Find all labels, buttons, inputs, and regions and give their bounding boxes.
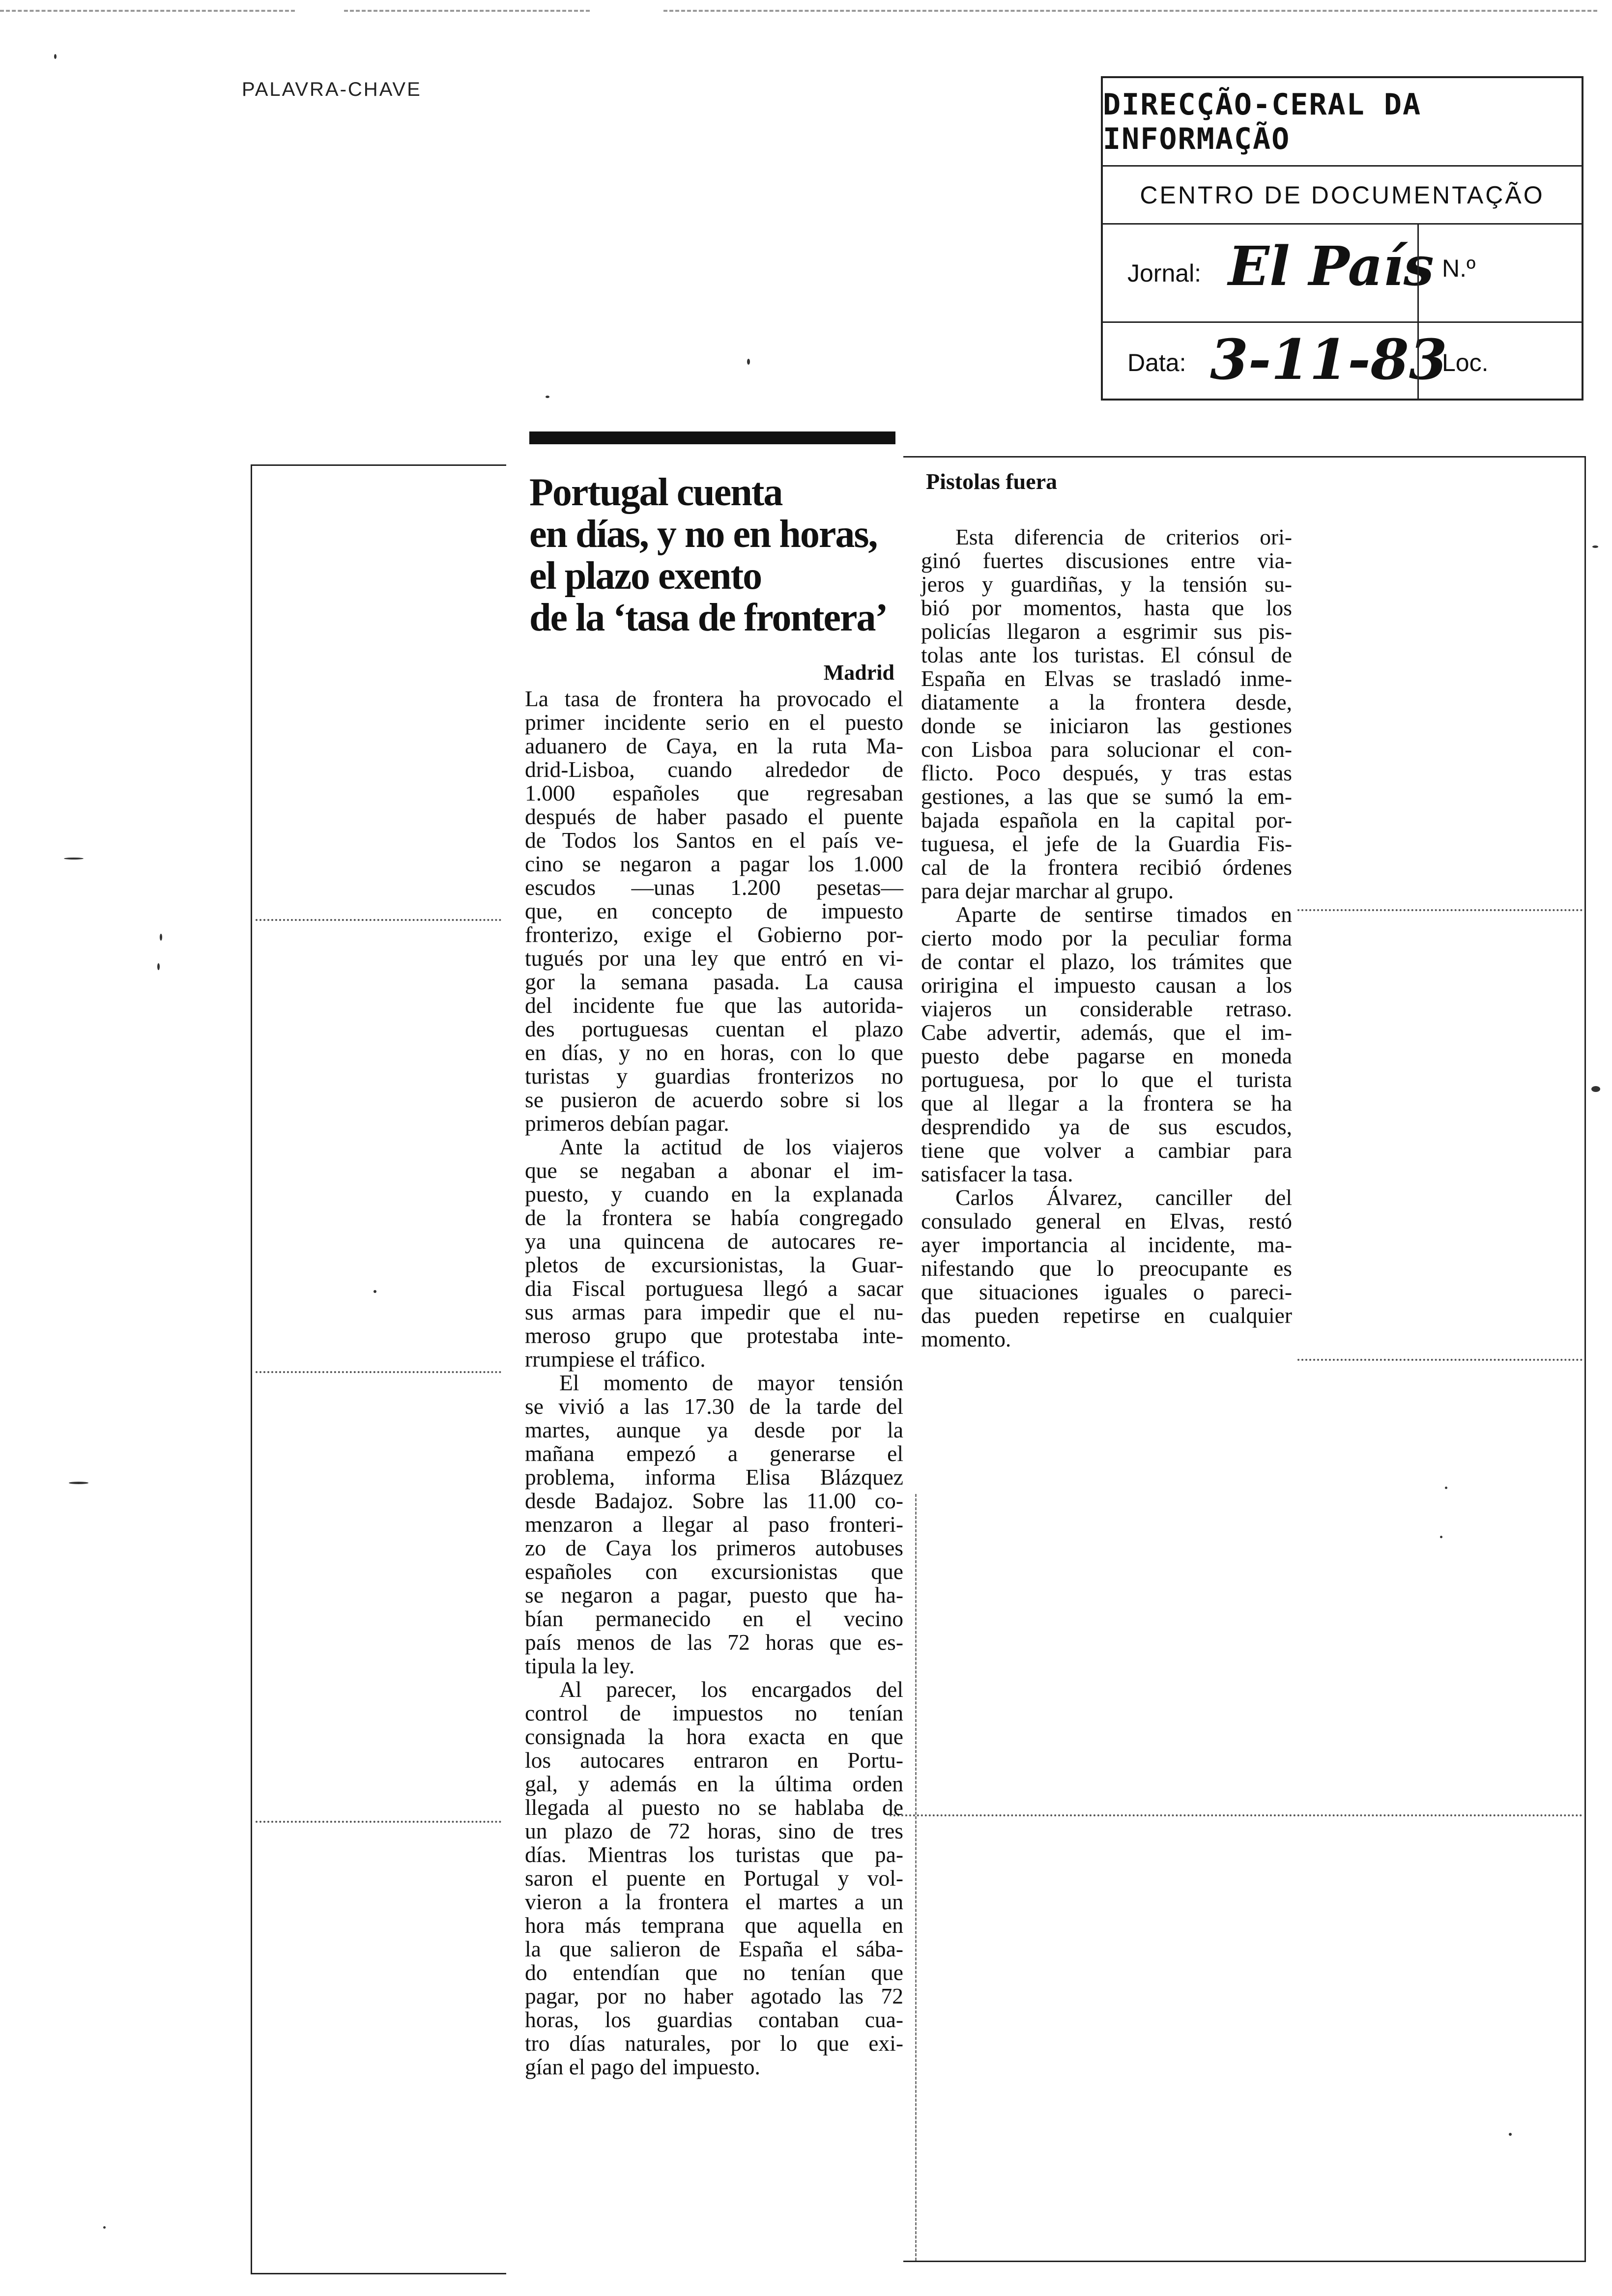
body-text-line: tolas ante los turistas. El cónsul de bbox=[921, 642, 1292, 667]
body-text-line: drid-Lisboa, cuando alrededor de bbox=[525, 757, 903, 782]
body-text-line: El momento de mayor tensión bbox=[559, 1370, 903, 1395]
body-text-line: Al parecer, los encargados del bbox=[559, 1677, 903, 1702]
body-text-line: pagar, por no haber agotado las 72 bbox=[525, 1983, 903, 2009]
body-text-line: 1.000 españoles que regresaban bbox=[525, 780, 903, 805]
scan-speck bbox=[1591, 1086, 1600, 1092]
body-text-line: primeros debían pagar. bbox=[525, 1111, 729, 1136]
body-text-line: diatamente a la frontera desde, bbox=[921, 689, 1292, 715]
body-text-line: flicto. Poco después, y tras estas bbox=[921, 760, 1292, 785]
body-text-line: con Lisboa para solucionar el con- bbox=[921, 737, 1292, 762]
body-text-line: primer incidente serio en el puesto bbox=[525, 710, 903, 735]
body-text-line: zo de Caya los primeros autobuses bbox=[525, 1535, 903, 1560]
body-text-line: tiene que volver a cambiar para bbox=[921, 1138, 1292, 1163]
body-text-line: satisfacer la tasa. bbox=[921, 1161, 1073, 1186]
body-text-line: Aparte de sentirse timados en bbox=[955, 902, 1292, 927]
body-text-line: aduanero de Caya, en la ruta Ma- bbox=[525, 733, 903, 758]
stamp-subtitle: CENTRO DE DOCUMENTAÇÃO bbox=[1103, 167, 1582, 225]
scan-speck bbox=[1445, 1487, 1447, 1489]
body-text-line: tipula la ley. bbox=[525, 1653, 635, 1678]
scan-speck bbox=[103, 2226, 106, 2229]
body-text-line: horas, los guardias contaban cua- bbox=[525, 2007, 903, 2032]
body-text-line: bían permanecido en el vecino bbox=[525, 1606, 903, 1631]
headline-line: de la ‘tasa de frontera’ bbox=[529, 596, 888, 639]
body-text-line: los autocares entraron en Portu- bbox=[525, 1748, 903, 1773]
body-text-line: bió por momentos, hasta que los bbox=[921, 595, 1292, 620]
body-text-line: cal de la frontera recibió órdenes bbox=[921, 855, 1292, 880]
scan-speck bbox=[546, 396, 549, 398]
body-text-line: ya una quincena de autocares re- bbox=[525, 1229, 903, 1254]
body-text-line: para dejar marchar al grupo. bbox=[921, 878, 1174, 903]
headline-line: en días, y no en horas, bbox=[529, 513, 877, 556]
body-text-line: dia Fiscal portuguesa llegó a sacar bbox=[525, 1276, 903, 1301]
body-text-line: jeros y guardiñas, y la tensión su- bbox=[921, 572, 1292, 597]
body-text-line: cino se negaron a pagar los 1.000 bbox=[525, 851, 903, 876]
body-text-line: consulado general en Elvas, restó bbox=[921, 1208, 1292, 1234]
body-text-line: tuguesa, el jefe de la Guardia Fis- bbox=[921, 831, 1292, 856]
body-text-line: turistas y guardias fronterizos no bbox=[525, 1063, 903, 1089]
scan-speck bbox=[1440, 1536, 1442, 1538]
stamp-divider bbox=[1417, 323, 1419, 401]
stamp-title: DIRECÇÃO-CERAL DA INFORMAÇÃO bbox=[1103, 78, 1582, 167]
body-text-line: Esta diferencia de criterios ori- bbox=[955, 524, 1292, 549]
body-text-line: gían el pago del impuesto. bbox=[525, 2054, 760, 2079]
body-text-line: donde se iniciaron las gestiones bbox=[921, 713, 1292, 738]
body-text-line: desprendido ya de sus escudos, bbox=[921, 1114, 1292, 1139]
article-headline bbox=[529, 472, 903, 639]
body-text-line: ayer importancia al incidente, ma- bbox=[921, 1232, 1292, 1257]
body-text-line: que al llegar a la frontera se ha bbox=[921, 1091, 1292, 1116]
palavra-chave-label: PALAVRA-CHAVE bbox=[242, 79, 422, 100]
body-text-line: tro días naturales, por lo que exi- bbox=[525, 2031, 903, 2056]
scan-artifact-top-right bbox=[663, 10, 1597, 12]
body-text-line: control de impuestos no tenían bbox=[525, 1700, 903, 1725]
body-text-line: llegada al puesto no se hablaba de bbox=[525, 1795, 903, 1820]
body-text-line: hora más temprana que aquella en bbox=[525, 1913, 903, 1938]
body-text-line: das pueden repetirse en cualquier bbox=[921, 1303, 1292, 1328]
body-text-line: se vivió a las 17.30 de la tarde del bbox=[525, 1394, 903, 1419]
body-text-line: ginó fuertes discusiones entre via- bbox=[921, 548, 1292, 573]
jornal-handwritten-value: El País bbox=[1228, 234, 1434, 298]
frame-right-bottom bbox=[903, 2261, 1585, 2262]
body-text-line: gal, y además en la última orden bbox=[525, 1771, 903, 1796]
body-text-line: Ante la actitud de los viajeros bbox=[559, 1134, 903, 1159]
cut-line bbox=[256, 1371, 501, 1373]
stamp-divider bbox=[1417, 225, 1419, 321]
body-text-line: policías llegaron a esgrimir sus pis- bbox=[921, 619, 1292, 644]
scan-speck bbox=[747, 359, 750, 365]
cut-line bbox=[1297, 909, 1583, 911]
jornal-label: Jornal: bbox=[1127, 259, 1202, 287]
body-text-line: rrumpiese el tráfico. bbox=[525, 1347, 706, 1372]
body-text-line: des portuguesas cuentan el plazo bbox=[525, 1016, 903, 1041]
stamp-data-row bbox=[1103, 323, 1582, 401]
body-text-line: que situaciones iguales o pareci- bbox=[921, 1279, 1292, 1304]
headline-rule bbox=[529, 431, 895, 444]
scan-speck bbox=[54, 54, 57, 59]
body-text-line: de contar el plazo, los trámites que bbox=[921, 949, 1292, 974]
body-text-line: se negaron a pagar, puesto que ha- bbox=[525, 1582, 903, 1607]
body-text-line: país menos de las 72 horas que es- bbox=[525, 1630, 903, 1655]
scan-speck bbox=[64, 858, 84, 860]
scan-artifact-top-left bbox=[0, 10, 295, 12]
cut-line bbox=[256, 1821, 501, 1823]
body-text-line: oririgina el impuesto causan a los bbox=[921, 973, 1292, 998]
frame-right-top bbox=[903, 456, 1585, 458]
body-text-line: escudos —unas 1.200 pesetas— bbox=[525, 875, 903, 900]
body-text-line: Carlos Álvarez, canciller del bbox=[955, 1185, 1292, 1210]
data-handwritten-value: 3-11-83 bbox=[1210, 328, 1447, 392]
body-text-line: de la frontera se había congregado bbox=[525, 1205, 903, 1230]
scan-speck bbox=[1592, 545, 1598, 548]
body-text-line: que se negaban a abonar el im- bbox=[525, 1158, 903, 1183]
body-text-line: problema, informa Elisa Blázquez bbox=[525, 1464, 903, 1490]
body-text-line: sus armas para impedir que el nu- bbox=[525, 1299, 903, 1324]
body-text-line: puesto debe pagarse en moneda bbox=[921, 1043, 1292, 1068]
body-text-line: gestiones, a las que se sumó la em- bbox=[921, 784, 1292, 809]
body-text-line: pletos de excursionistas, la Guar- bbox=[525, 1252, 903, 1277]
body-text-line: España en Elvas se trasladó inme- bbox=[921, 666, 1292, 691]
body-text-line: momento. bbox=[921, 1326, 1011, 1351]
frame-left-top bbox=[251, 464, 506, 466]
body-text-line: que, en concepto de impuesto bbox=[525, 898, 903, 923]
frame-left-bottom bbox=[251, 2273, 506, 2274]
article-column-2 bbox=[921, 525, 1292, 1351]
body-text-line: gor la semana pasada. La causa bbox=[525, 969, 903, 994]
body-text-line: un plazo de 72 horas, sino de tres bbox=[525, 1818, 903, 1843]
body-text-line: consignada la hora exacta en que bbox=[525, 1724, 903, 1749]
body-text-line: mañana empezó a generarse el bbox=[525, 1441, 903, 1466]
body-text-line: bajada española en la capital por- bbox=[921, 807, 1292, 832]
body-text-line: meroso grupo que protestaba inte- bbox=[525, 1323, 903, 1348]
body-text-line: puesto, y cuando en la explanada bbox=[525, 1181, 903, 1206]
body-text-line: tugués por una ley que entró en vi- bbox=[525, 946, 903, 971]
body-text-line: fronterizo, exige el Gobierno por- bbox=[525, 922, 903, 947]
body-text-line: menzaron a llegar al paso fronteri- bbox=[525, 1512, 903, 1537]
scan-speck bbox=[69, 1482, 88, 1484]
numero-label: N.º bbox=[1442, 255, 1476, 282]
scan-artifact-top-mid bbox=[344, 10, 590, 12]
frame-left-vertical bbox=[251, 464, 252, 2274]
loc-label: Loc. bbox=[1442, 349, 1489, 376]
body-text-line: cierto modo por la peculiar forma bbox=[921, 925, 1292, 950]
body-text-line: martes, aunque ya desde por la bbox=[525, 1417, 903, 1442]
scan-speck bbox=[160, 934, 162, 941]
body-text-line: días. Mientras los turistas que pa- bbox=[525, 1842, 903, 1867]
cut-line-vertical bbox=[915, 1494, 917, 2261]
stamp-jornal-row bbox=[1103, 225, 1582, 323]
cut-line bbox=[256, 919, 501, 921]
body-text-line: vieron a la frontera el martes a un bbox=[525, 1889, 903, 1914]
dateline: Madrid bbox=[823, 660, 894, 685]
subhead-pistolas-fuera: Pistolas fuera bbox=[926, 469, 1058, 494]
headline-line: el plazo exento bbox=[529, 554, 762, 598]
body-text-line: de Todos los Santos en el país ve- bbox=[525, 828, 903, 853]
body-text-line: nifestando que lo preocupante es bbox=[921, 1256, 1292, 1281]
body-text-line: en días, y no en horas, con lo que bbox=[525, 1040, 903, 1065]
body-text-line: la que salieron de España el sába- bbox=[525, 1936, 903, 1961]
body-text-line: Cabe advertir, además, que el im- bbox=[921, 1020, 1292, 1045]
headline-line: Portugal cuenta bbox=[529, 471, 782, 514]
body-text-line: se pusieron de acuerdo sobre si los bbox=[525, 1087, 903, 1112]
cut-line bbox=[1297, 1359, 1583, 1361]
scan-speck bbox=[157, 963, 160, 970]
body-text-line: saron el puente en Portugal y vol- bbox=[525, 1866, 903, 1891]
article-column-1 bbox=[525, 687, 903, 2079]
documentation-stamp bbox=[1101, 76, 1583, 401]
body-text-line: del incidente fue que las autorida- bbox=[525, 993, 903, 1018]
body-text-line: La tasa de frontera ha provocado el bbox=[525, 686, 903, 711]
scan-speck bbox=[374, 1290, 376, 1293]
body-text-line: viajeros un considerable retraso. bbox=[921, 996, 1292, 1021]
frame-right-vertical bbox=[1584, 456, 1586, 2262]
body-text-line: do entendían que no tenían que bbox=[525, 1960, 903, 1985]
body-text-line: después de haber pasado el puente bbox=[525, 804, 903, 829]
data-label: Data: bbox=[1127, 349, 1186, 376]
body-text-line: desde Badajoz. Sobre las 11.00 co- bbox=[525, 1488, 903, 1513]
cut-line bbox=[890, 1814, 1583, 1816]
body-text-line: españoles con excursionistas que bbox=[525, 1559, 903, 1584]
scan-speck bbox=[1509, 2133, 1512, 2136]
body-text-line: portuguesa, por lo que el turista bbox=[921, 1067, 1292, 1092]
